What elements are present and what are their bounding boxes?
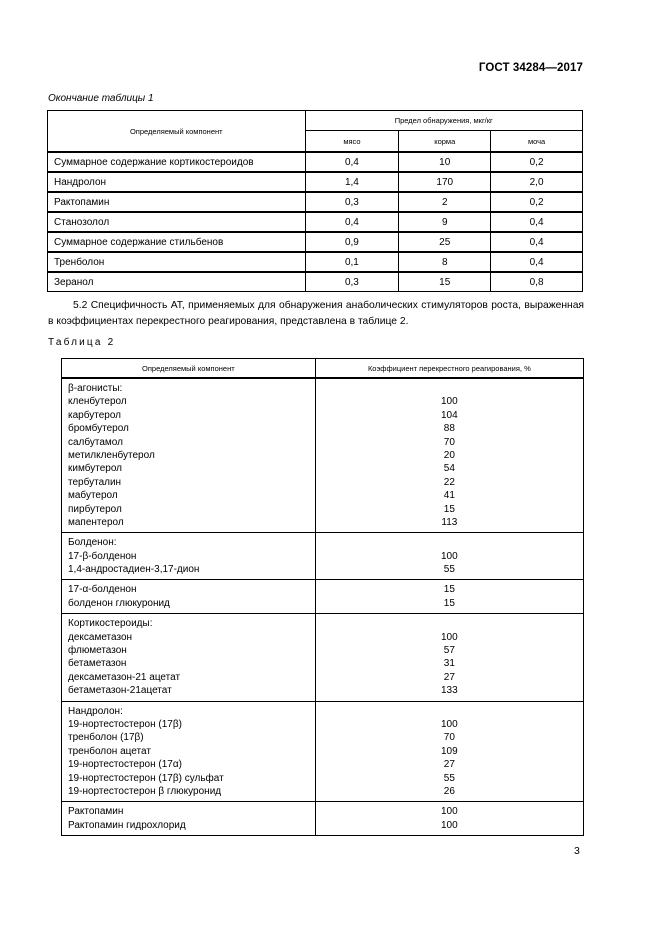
table-row-group [62, 533, 584, 580]
coefficient-value: 133 [441, 685, 458, 697]
coefficient-value: 55 [443, 564, 455, 576]
coefficient-value: 55 [443, 772, 455, 784]
component-name: флюметазон [68, 645, 127, 657]
coefficient-value: 100 [441, 819, 458, 831]
coefficient-values-cell [315, 378, 583, 533]
table1-subheader-feed: корма [399, 131, 491, 152]
meat-limit-cell: 0,1 [305, 252, 399, 272]
urine-limit-cell: 0,2 [491, 192, 583, 212]
component-name: тренболон (17β) [68, 732, 144, 744]
table-row [48, 272, 583, 292]
table2-header-component: Определяемый компонент [62, 359, 316, 379]
table-row-group [62, 580, 584, 614]
coefficient-value: 57 [443, 645, 455, 657]
detection-limits-table [47, 110, 583, 292]
coefficient-value: 27 [443, 671, 455, 683]
component-name: Болденон: [68, 537, 117, 549]
coefficient-value: 20 [443, 449, 455, 461]
component-name: метилкленбутерол [68, 449, 155, 461]
coefficient-value [322, 705, 577, 718]
feed-limit-cell: 15 [399, 272, 491, 292]
urine-limit-cell: 0,4 [491, 232, 583, 252]
meat-limit-cell: 0,4 [305, 212, 399, 232]
component-name: Рактопамин гидрохлорид [68, 819, 186, 831]
coefficient-value: 22 [443, 476, 455, 488]
urine-limit-cell: 0,4 [491, 252, 583, 272]
table-row-group [62, 614, 584, 701]
component-name-cell: Суммарное содержание кортикостероидов [48, 152, 306, 172]
cross-reactivity-table [61, 358, 584, 836]
coefficient-values-cell [315, 701, 583, 802]
coefficient-value: 31 [443, 658, 455, 670]
coefficient-value: 70 [443, 436, 455, 448]
component-names-cell [62, 378, 316, 533]
component-name: кимбутерол [68, 463, 122, 475]
meat-limit-cell: 0,3 [305, 192, 399, 212]
coefficient-values-cell [315, 533, 583, 580]
coefficient-value: 15 [443, 584, 455, 596]
coefficient-value: 100 [441, 631, 458, 643]
page-number: 3 [574, 845, 580, 857]
coefficient-value: 26 [443, 785, 455, 797]
component-name: 19-нортестостерон (17α) [68, 759, 182, 771]
urine-limit-cell: 2,0 [491, 172, 583, 192]
urine-limit-cell: 0,2 [491, 152, 583, 172]
component-name: дексаметазон-21 ацетат [68, 671, 181, 683]
coefficient-value: 100 [441, 718, 458, 730]
component-name-cell: Рактопамин [48, 192, 306, 212]
component-names-cell [62, 580, 316, 614]
component-name: 19-нортестостерон (17β) [68, 718, 182, 730]
component-name: 19-нортестостерон β глюкуронид [68, 785, 222, 797]
coefficient-value: 41 [443, 490, 455, 502]
component-name: бетаметазон-21ацетат [68, 685, 172, 697]
coefficient-values-cell [315, 802, 583, 836]
feed-limit-cell: 10 [399, 152, 491, 172]
coefficient-value: 70 [443, 732, 455, 744]
meat-limit-cell: 1,4 [305, 172, 399, 192]
component-names-cell [62, 802, 316, 836]
coefficient-value [322, 617, 577, 630]
component-name: бетаметазон [68, 658, 127, 670]
table-row [48, 192, 583, 212]
table-row [48, 252, 583, 272]
coefficient-value: 113 [441, 516, 458, 528]
coefficient-value: 15 [443, 597, 455, 609]
table-row-group [62, 802, 584, 836]
component-name-cell: Станозолол [48, 212, 306, 232]
component-name: дексаметазон [68, 631, 133, 643]
feed-limit-cell: 2 [399, 192, 491, 212]
table-row-group [62, 378, 584, 533]
table1-header-component: Определяемый компонент [48, 111, 306, 153]
table-row [48, 172, 583, 192]
table1-subheader-meat: мясо [305, 131, 399, 152]
coefficient-value: 15 [443, 503, 455, 515]
coefficient-value: 88 [443, 423, 455, 435]
component-names-cell [62, 701, 316, 802]
coefficient-value: 104 [441, 409, 458, 421]
coefficient-value: 54 [443, 463, 455, 475]
coefficient-values-cell [315, 580, 583, 614]
component-name: Рактопамин [68, 806, 124, 818]
coefficient-value [322, 382, 577, 395]
table1-subheader-urine: моча [491, 131, 583, 152]
feed-limit-cell: 170 [399, 172, 491, 192]
meat-limit-cell: 0,3 [305, 272, 399, 292]
table2-caption: Таблица 2 [48, 337, 116, 348]
table-row [48, 212, 583, 232]
component-name: мапентерол [68, 516, 124, 528]
urine-limit-cell: 0,8 [491, 272, 583, 292]
component-name: 19-нортестостерон (17β) сульфат [68, 772, 224, 784]
feed-limit-cell: 9 [399, 212, 491, 232]
component-names-cell [62, 614, 316, 701]
component-name-cell: Тренболон [48, 252, 306, 272]
component-name: тербуталин [68, 476, 122, 488]
component-name-cell: Зеранол [48, 272, 306, 292]
component-name: мабутерол [68, 490, 118, 502]
component-name-cell: Суммарное содержание стильбенов [48, 232, 306, 252]
feed-limit-cell: 25 [399, 232, 491, 252]
table2-header-coefficient: Коэффициент перекрестного реагирования, % [315, 359, 583, 379]
table-row-group [62, 701, 584, 802]
coefficient-value: 100 [441, 396, 458, 408]
standard-header: ГОСТ 34284—2017 [478, 62, 583, 74]
meat-limit-cell: 0,4 [305, 152, 399, 172]
table1-caption: Окончание таблицы 1 [48, 93, 154, 104]
component-name: бромбутерол [68, 423, 129, 435]
coefficient-value: 100 [441, 550, 458, 562]
component-name: Кортикостероиды: [68, 618, 153, 630]
coefficient-value: 109 [441, 745, 458, 757]
coefficient-value [322, 536, 577, 549]
urine-limit-cell: 0,4 [491, 212, 583, 232]
component-name: болденон глюкуронид [68, 597, 170, 609]
component-names-cell [62, 533, 316, 580]
component-name: пирбутерол [68, 503, 122, 515]
table-row [48, 152, 583, 172]
component-name: 17-α-болденон [68, 584, 137, 596]
coefficient-value: 27 [443, 759, 455, 771]
table-row [48, 232, 583, 252]
component-name: салбутамол [68, 436, 123, 448]
feed-limit-cell: 8 [399, 252, 491, 272]
coefficient-values-cell [315, 614, 583, 701]
component-name: 1,4-андростадиен-3,17-дион [68, 564, 200, 576]
component-name-cell: Нандролон [48, 172, 306, 192]
section-paragraph: 5.2 Специфичность АТ, применяемых для обнаружения анаболических стимуляторов роста, выраженная в коэффициентах перекрестного реагирования, представлена в таблице 2. [48, 300, 584, 327]
coefficient-value: 100 [441, 806, 458, 818]
meat-limit-cell: 0,9 [305, 232, 399, 252]
component-name: карбутерол [68, 409, 121, 421]
component-name: β-агонисты: [68, 383, 123, 394]
component-name: 17-β-болденон [68, 550, 137, 562]
component-name: Нандролон: [68, 705, 123, 717]
table1-header-limit: Предел обнаружения, мкг/кг [305, 111, 582, 131]
component-name: тренболон ацетат [68, 745, 151, 757]
component-name: кленбутерол [68, 396, 127, 408]
